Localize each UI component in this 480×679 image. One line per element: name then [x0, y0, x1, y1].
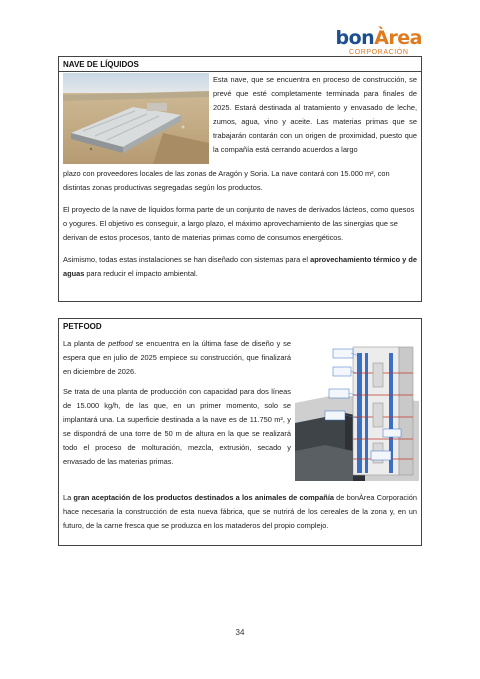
nave-p3-bold: aprovechamiento térmico y de aguas: [63, 255, 417, 278]
nave-p3-post: para reducir el impacto ambiental.: [84, 269, 198, 278]
section-title: PETFOOD: [63, 322, 102, 331]
page-number: 34: [235, 628, 245, 637]
petfood-paragraph-3: [63, 491, 417, 533]
nave-paragraph-1-continued: plazo con proveedores locales de las zonas de Aragón y Soria. La nave contará con 15.000 m², con distintas zonas productivas segregadas según los productos.: [63, 169, 390, 192]
nave-paragraph-3: [63, 253, 417, 281]
petfood-paragraph-2: Se trata de una planta de producción con capacidad para dos líneas de 15.000 kg/h, de las que, en un primer momento, solo se implantará una. La superficie destinada a la nave es de 11.750 m², y se dispondrá de una torre de 50 m de altura en la que se realizará todo el proceso de molturación, mezcla, extrusión, secado y envasado de las materias primas.: [63, 387, 291, 466]
section-petfood: [58, 318, 422, 546]
company-logo: [336, 28, 422, 56]
petfood-p1-italic: petfood: [108, 339, 133, 348]
petfood-p1-pre: La planta de: [63, 339, 109, 348]
logo-subtitle: CORPORACIÓN: [349, 49, 409, 56]
nave-intro-text: [213, 73, 417, 157]
petfood-p3-pre: La: [63, 493, 74, 502]
nave-construction-photo: [63, 73, 209, 164]
logo-text-bon: bon: [335, 27, 375, 49]
nave-paragraph-1: Esta nave, que se encuentra en proceso de construcción, se prevé que esté completamente terminada para finales de 2025. Estará destinada al tratamiento y envasado de leche, zumos, agua, vino y aceite. Las materias primas que se trabajarán contarán con un origen de proximidad, puesto que la compañía está cerrando acuerdos a largo: [213, 75, 417, 154]
petfood-p3-post: de bonÀrea Corporación hace necesaria la construcción de esta nueva fábrica, que se nutrirá de los cereales de la zona y, en un futuro, de la carne fresca que se produzca en los mataderos del propio complejo.: [63, 493, 417, 530]
logo-text-area: Àrea: [374, 27, 422, 49]
nave-body: [63, 167, 417, 289]
petfood-intro-text: [63, 337, 291, 475]
petfood-p3-bold: gran aceptación de los productos destinados a los animales de compañía: [73, 493, 334, 502]
nave-paragraph-2: El proyecto de la nave de líquidos forma parte de un conjunto de naves de derivados lácteos, como quesos o yogures. El objetivo es conseguir, a largo plazo, el máximo aprovechamiento de las sinergias que se derivan de estos procesos, tanto de materias primas como de consumos energéticos.: [63, 205, 415, 242]
petfood-body: [63, 491, 417, 533]
section-title: NAVE DE LÍQUIDOS: [59, 57, 421, 72]
petfood-p1-post: se encuentra en la última fase de diseño y se espera que en julio de 2025 empiece su construcción, que finalizará en diciembre de 2026.: [63, 339, 291, 376]
petfood-plant-rendering: [295, 333, 419, 481]
petfood-paragraph-1: [63, 337, 291, 379]
nave-p3-pre: Asimismo, todas estas instalaciones se han diseñado con sistemas para el: [63, 255, 311, 264]
section-nave-liquidos: [58, 56, 422, 302]
logo-wordmark: [336, 28, 422, 48]
